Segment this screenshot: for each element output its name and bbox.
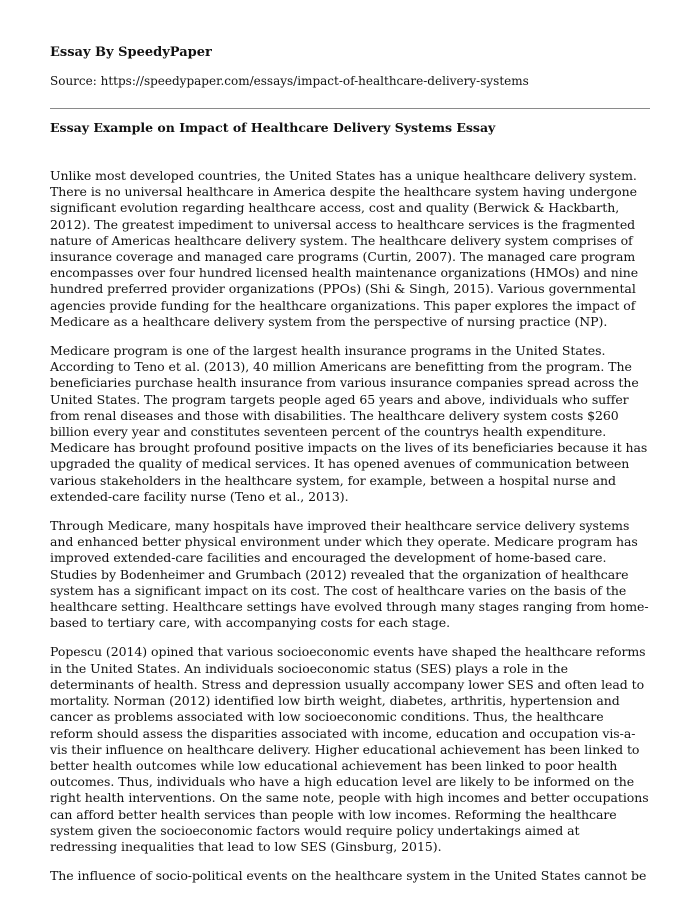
brand-title: Essay By SpeedyPaper	[50, 45, 212, 60]
source-line	[50, 73, 650, 89]
header-divider	[50, 108, 650, 109]
document-header	[50, 44, 650, 89]
source-label: Source:	[50, 74, 97, 88]
paragraph: Through Medicare, many hospitals have improved their healthcare service delivery systems and enhanced better physical environment under which they operate. Medicare program has improved extended-care facilities and encouraged the development of home-based care. Studies by Bodenheimer and Grumbach (2012) revealed that the organization of healthcare system has a significant impact on its cost. The cost of healthcare varies on the basis of the healthcare setting. Healthcare settings have evolved through many stages ranging from home-based to tertiary care, with accompanying costs for each stage.	[50, 518, 649, 631]
essay-title: Essay Example on Impact of Healthcare Delivery Systems Essay	[50, 120, 496, 135]
paragraph: Medicare program is one of the largest health insurance programs in the United States. According to Teno et al. (2013), 40 million Americans are benefitting from the program. The beneficiaries purchase health insurance from various insurance companies spread across the United States. The program targets people aged 65 years and above, individuals who suffer from renal diseases and those with disabilities. The healthcare delivery system costs $260 billion every year and constitutes seventeen percent of the countrys health expenditure. Medicare has brought profound positive impacts on the lives of its beneficiaries because it has upgraded the quality of medical services. It has opened avenues of communication between various stakeholders in the healthcare system, for example, between a hospital nurse and extended-care facility nurse (Teno et al., 2013).	[50, 343, 648, 504]
paragraph: Popescu (2014) opined that various socioeconomic events have shaped the healthcare reforms in the United States. An individuals socioeconomic status (SES) plays a role in the determinants of health. Stress and depression usually accompany lower SES and often lead to mortality. Norman (2012) identified low birth weight, diabetes, arthritis, hypertension and cancer as problems associated with low socioeconomic conditions. Thus, the healthcare reform should assess the disparities associated with income, education and occupation vis-a-vis their influence on healthcare delivery. Higher educational achievement has been linked to better health outcomes while low educational achievement has been linked to poor health outcomes. Thus, individuals who have a high education level are likely to be informed on the right health interventions. On the same note, people with high incomes and better occupations can afford better health services than people with low incomes. Reforming the healthcare system given the socioeconomic factors would require policy undertakings aimed at redressing inequalities that lead to low SES (Ginsburg, 2015).	[50, 644, 649, 854]
essay-body	[50, 168, 650, 897]
paragraph: Unlike most developed countries, the United States has a unique healthcare delivery system. There is no universal healthcare in America despite the healthcare system having undergone significant evolution regarding healthcare access, cost and quality (Berwick & Hackbarth, 2012). The greatest impediment to universal access to healthcare services is the fragmented nature of Americas healthcare delivery system. The healthcare delivery system comprises of insurance coverage and managed care programs (Curtin, 2007). The managed care program encompasses over four hundred licensed health maintenance organizations (HMOs) and nine hundred preferred provider organizations (PPOs) (Shi & Singh, 2015). Various governmental agencies provide funding for the healthcare organizations. This paper explores the impact of Medicare as a healthcare delivery system from the perspective of nursing practice (NP).	[50, 168, 639, 329]
source-url[interactable]: https://speedypaper.com/essays/impact-of-healthcare-delivery-systems	[100, 74, 529, 88]
paragraph: The influence of socio-political events on the healthcare system in the United States cannot be	[50, 868, 647, 884]
